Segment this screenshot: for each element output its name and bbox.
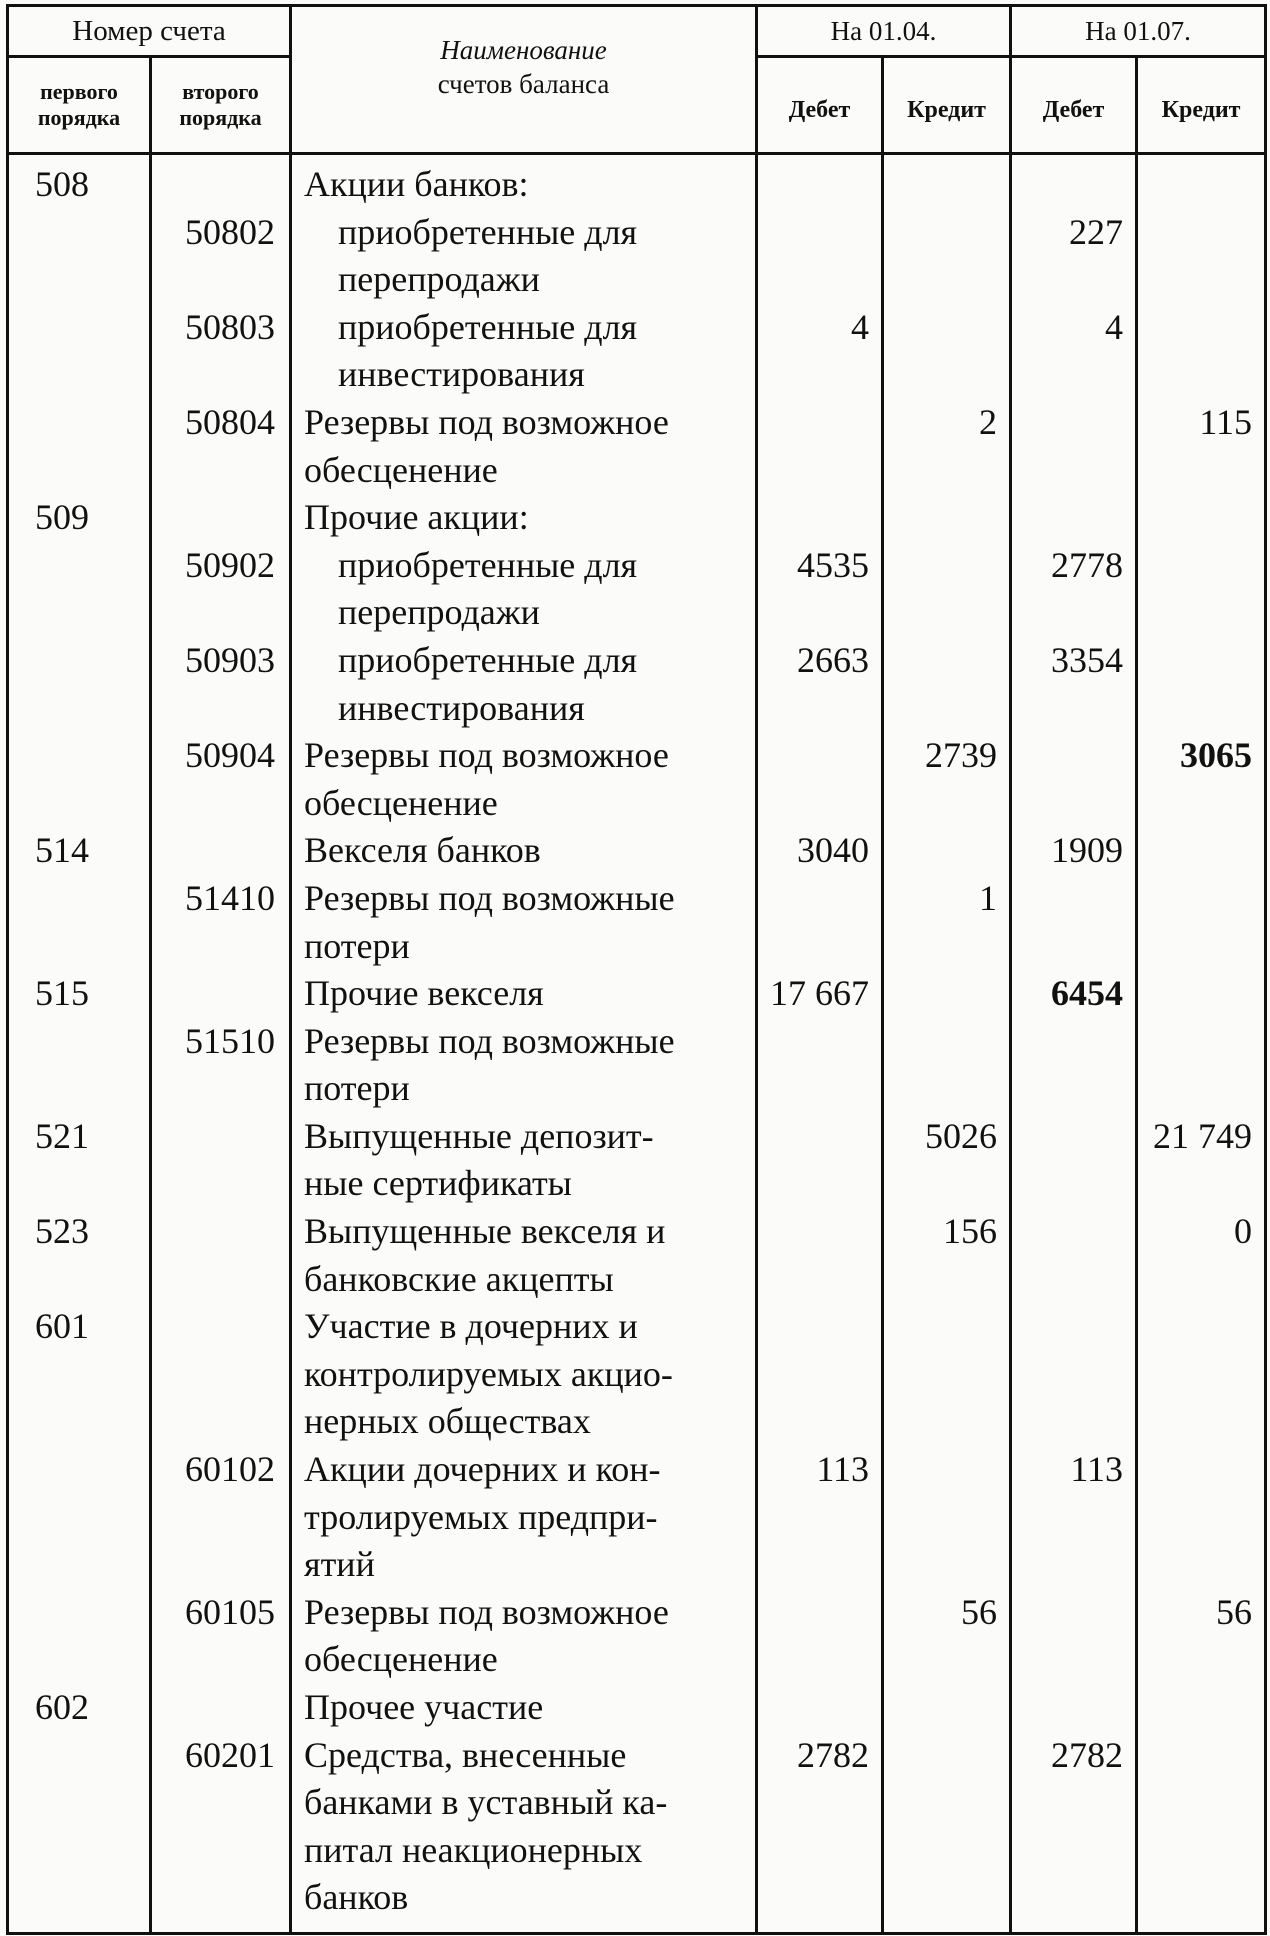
table-row (8, 1589, 1266, 1684)
account-name-line: Участие в дочерних и (304, 1306, 638, 1347)
debit-0104-value (757, 1589, 883, 1684)
second-order-account (151, 827, 291, 875)
table-row (8, 1684, 1266, 1732)
account-name (291, 827, 757, 875)
second-order-account: 50803 (151, 304, 291, 399)
account-name-line: перепродажи (338, 259, 540, 300)
debit-0107-value (1011, 1208, 1137, 1303)
account-name-line: тролируемых предпри- (304, 1496, 658, 1537)
credit-0107-value (1137, 875, 1266, 970)
account-name-line: Средства, внесенные (304, 1734, 627, 1775)
table-row (8, 542, 1266, 637)
credit-0104-value: 1 (883, 875, 1011, 970)
account-name (291, 1018, 757, 1113)
credit-0107-value (1137, 209, 1266, 304)
credit-0104-value (883, 637, 1011, 732)
debit-0104-value: 2782 (757, 1732, 883, 1934)
debit-0107-value: 2782 (1011, 1732, 1137, 1934)
account-name-line: приобретенные для (338, 544, 638, 585)
credit-0107-value (1137, 154, 1266, 209)
first-order-account (8, 1589, 151, 1684)
table-row (8, 1446, 1266, 1589)
first-order-account: 509 (8, 494, 151, 542)
account-name-line: Резервы под возможное (304, 735, 669, 776)
first-order-account: 515 (8, 970, 151, 1018)
debit-0107-value (1011, 399, 1137, 494)
debit-0104-value: 3040 (757, 827, 883, 875)
debit-0104-value: 4535 (757, 542, 883, 637)
debit-0104-value (757, 875, 883, 970)
credit-0104-value (883, 542, 1011, 637)
account-name-line: Акции банков: (304, 164, 529, 204)
table-row (8, 154, 1266, 209)
debit-0107-value (1011, 1589, 1137, 1684)
account-name (291, 637, 757, 732)
credit-0107-value (1137, 637, 1266, 732)
second-order-account: 50903 (151, 637, 291, 732)
debit-0107-value (1011, 494, 1137, 542)
second-order-account: 50802 (151, 209, 291, 304)
credit-0107-value: 115 (1137, 399, 1266, 494)
debit-0104-value (757, 1208, 883, 1303)
account-name-line: приобретенные для (338, 306, 638, 347)
date-header-0107: На 01.07. (1011, 6, 1266, 57)
account-name-line: Выпущенные депозит- (304, 1115, 654, 1156)
debit-0104-value (757, 494, 883, 542)
debit-0104-value (757, 1684, 883, 1732)
debit-0104-value: 17 667 (757, 970, 883, 1018)
credit-0104-value: 56 (883, 1589, 1011, 1684)
first-order-account (8, 209, 151, 304)
account-name-line: банков (304, 1877, 409, 1918)
second-order-header (151, 57, 291, 154)
first-order-account (8, 637, 151, 732)
second-order-account (151, 1684, 291, 1732)
second-order-account: 60105 (151, 1589, 291, 1684)
account-name (291, 1589, 757, 1684)
account-name (291, 304, 757, 399)
first-order-account: 602 (8, 1684, 151, 1732)
table-row (8, 209, 1266, 304)
debit-0107-value: 1909 (1011, 827, 1137, 875)
account-name-line: обесценение (304, 449, 498, 490)
table-row (8, 304, 1266, 399)
credit-header-0107: Кредит (1137, 57, 1266, 154)
account-name-line: потери (304, 1068, 410, 1109)
table-row (8, 399, 1266, 494)
debit-0107-value: 3354 (1011, 637, 1137, 732)
first-order-account: 508 (8, 154, 151, 209)
credit-0104-value (883, 1684, 1011, 1732)
account-name (291, 1208, 757, 1303)
account-name-line: нерных обществах (304, 1401, 591, 1442)
account-name-line: Акции дочерних и кон- (304, 1449, 661, 1490)
credit-0107-value (1137, 1684, 1266, 1732)
debit-header-0107: Дебет (1011, 57, 1137, 154)
credit-0104-value: 156 (883, 1208, 1011, 1303)
account-name-line: Выпущенные векселя и (304, 1211, 666, 1252)
second-order-account (151, 970, 291, 1018)
account-name-line: приобретенные для (338, 639, 638, 680)
account-name-line: перепродажи (338, 592, 540, 633)
account-name (291, 399, 757, 494)
debit-0107-value (1011, 732, 1137, 827)
second-order-account (151, 1208, 291, 1303)
credit-0104-value (883, 1018, 1011, 1113)
first-order-account (8, 732, 151, 827)
second-order-account (151, 1113, 291, 1208)
account-name (291, 1446, 757, 1589)
credit-0104-value (883, 209, 1011, 304)
credit-0104-value (883, 494, 1011, 542)
table-row (8, 1303, 1266, 1446)
account-name (291, 1303, 757, 1446)
second-order-header-line1: второго (182, 79, 259, 104)
account-name-line: контролируемых акцио- (304, 1353, 673, 1394)
credit-0104-value (883, 1446, 1011, 1589)
debit-0104-value (757, 209, 883, 304)
credit-0104-value (883, 970, 1011, 1018)
account-name (291, 494, 757, 542)
account-name-line: ятий (304, 1544, 375, 1585)
first-order-account (8, 542, 151, 637)
account-number-header: Номер счета (8, 6, 291, 57)
table-row (8, 637, 1266, 732)
credit-0107-value (1137, 970, 1266, 1018)
account-name-line: ные сертификаты (304, 1163, 572, 1204)
second-order-account: 51510 (151, 1018, 291, 1113)
account-name (291, 209, 757, 304)
table-body (8, 154, 1266, 1934)
account-name-line: Резервы под возможные (304, 877, 675, 918)
credit-0104-value: 2739 (883, 732, 1011, 827)
credit-0104-value: 5026 (883, 1113, 1011, 1208)
table-row (8, 732, 1266, 827)
account-name-line: Прочее участие (304, 1687, 544, 1727)
first-order-account (8, 304, 151, 399)
account-name-line: банковские акцепты (304, 1258, 614, 1299)
credit-0107-value (1137, 1018, 1266, 1113)
first-order-account: 514 (8, 827, 151, 875)
account-name-line: Векселя банков (304, 830, 541, 871)
credit-0107-value (1137, 304, 1266, 399)
account-name (291, 970, 757, 1018)
account-name (291, 875, 757, 970)
second-order-account: 60201 (151, 1732, 291, 1934)
second-order-account (151, 154, 291, 209)
credit-0104-value (883, 304, 1011, 399)
account-name-header-line2: счетов баланса (437, 69, 610, 99)
second-order-header-line2: порядка (179, 105, 262, 130)
debit-0107-value: 227 (1011, 209, 1137, 304)
account-name-line: обесценение (304, 1639, 498, 1680)
second-order-account: 50902 (151, 542, 291, 637)
debit-0104-value (757, 1113, 883, 1208)
debit-header-0104: Дебет (757, 57, 883, 154)
account-name-line: обесценение (304, 782, 498, 823)
credit-0107-value (1137, 494, 1266, 542)
first-order-account: 521 (8, 1113, 151, 1208)
credit-0104-value (883, 1732, 1011, 1934)
first-order-account: 601 (8, 1303, 151, 1446)
first-order-account (8, 1732, 151, 1934)
first-order-header-line1: первого (40, 79, 118, 104)
first-order-account (8, 399, 151, 494)
debit-0107-value (1011, 1113, 1137, 1208)
debit-0107-value (1011, 875, 1137, 970)
date-header-0104: На 01.04. (757, 6, 1011, 57)
account-name-line: Резервы под возможное (304, 401, 669, 442)
second-order-account: 60102 (151, 1446, 291, 1589)
account-name (291, 1113, 757, 1208)
credit-0107-value (1137, 1446, 1266, 1589)
account-name (291, 1684, 757, 1732)
debit-0104-value (757, 154, 883, 209)
first-order-account (8, 875, 151, 970)
first-order-account: 523 (8, 1208, 151, 1303)
credit-0104-value (883, 827, 1011, 875)
account-name-line: Резервы под возможное (304, 1591, 669, 1632)
debit-0104-value: 4 (757, 304, 883, 399)
debit-0107-value: 6454 (1011, 970, 1137, 1018)
debit-0107-value (1011, 1684, 1137, 1732)
credit-0107-value: 3065 (1137, 732, 1266, 827)
account-name-line: потери (304, 925, 410, 966)
credit-0104-value (883, 1303, 1011, 1446)
table-row (8, 494, 1266, 542)
first-order-header-line2: порядка (37, 105, 121, 130)
account-name-line: Прочие векселя (304, 973, 544, 1014)
credit-0107-value: 21 749 (1137, 1113, 1266, 1208)
first-order-header (8, 57, 151, 154)
credit-0107-value: 56 (1137, 1589, 1266, 1684)
debit-0107-value: 4 (1011, 304, 1137, 399)
debit-0104-value (757, 1303, 883, 1446)
debit-0107-value (1011, 154, 1137, 209)
second-order-account (151, 494, 291, 542)
first-order-account (8, 1446, 151, 1589)
account-name-line: инвестирования (338, 687, 585, 728)
account-name-line: Прочие акции: (304, 497, 529, 538)
debit-0104-value (757, 399, 883, 494)
second-order-account: 50904 (151, 732, 291, 827)
second-order-account (151, 1303, 291, 1446)
debit-0107-value: 113 (1011, 1446, 1137, 1589)
table-row (8, 827, 1266, 875)
credit-header-0104: Кредит (883, 57, 1011, 154)
first-order-account (8, 1018, 151, 1113)
credit-0107-value: 0 (1137, 1208, 1266, 1303)
debit-0104-value: 113 (757, 1446, 883, 1589)
table-row (8, 1208, 1266, 1303)
table-row (8, 875, 1266, 970)
debit-0104-value (757, 1018, 883, 1113)
table-row (8, 1732, 1266, 1934)
credit-0104-value (883, 154, 1011, 209)
credit-0107-value (1137, 1732, 1266, 1934)
table-row (8, 970, 1266, 1018)
debit-0107-value: 2778 (1011, 542, 1137, 637)
table-row (8, 1113, 1266, 1208)
debit-0104-value: 2663 (757, 637, 883, 732)
second-order-account: 51410 (151, 875, 291, 970)
account-name-header (291, 6, 757, 154)
account-name-line: банками в уставный ка- (304, 1782, 668, 1823)
credit-0107-value (1137, 1303, 1266, 1446)
account-name-line: питал неакционерных (304, 1829, 643, 1870)
second-order-account: 50804 (151, 399, 291, 494)
account-name-line: инвестирования (338, 354, 585, 395)
account-name-header-line1: Наименование (440, 35, 607, 65)
account-name (291, 1732, 757, 1934)
balance-accounts-table (6, 4, 1267, 1935)
table-row (8, 1018, 1266, 1113)
account-name-line: приобретенные для (338, 211, 638, 252)
credit-0104-value: 2 (883, 399, 1011, 494)
credit-0107-value (1137, 827, 1266, 875)
account-name (291, 154, 757, 209)
account-name-line: Резервы под возможные (304, 1020, 675, 1061)
debit-0104-value (757, 732, 883, 827)
account-name (291, 732, 757, 827)
credit-0107-value (1137, 542, 1266, 637)
debit-0107-value (1011, 1303, 1137, 1446)
account-name (291, 542, 757, 637)
debit-0107-value (1011, 1018, 1137, 1113)
